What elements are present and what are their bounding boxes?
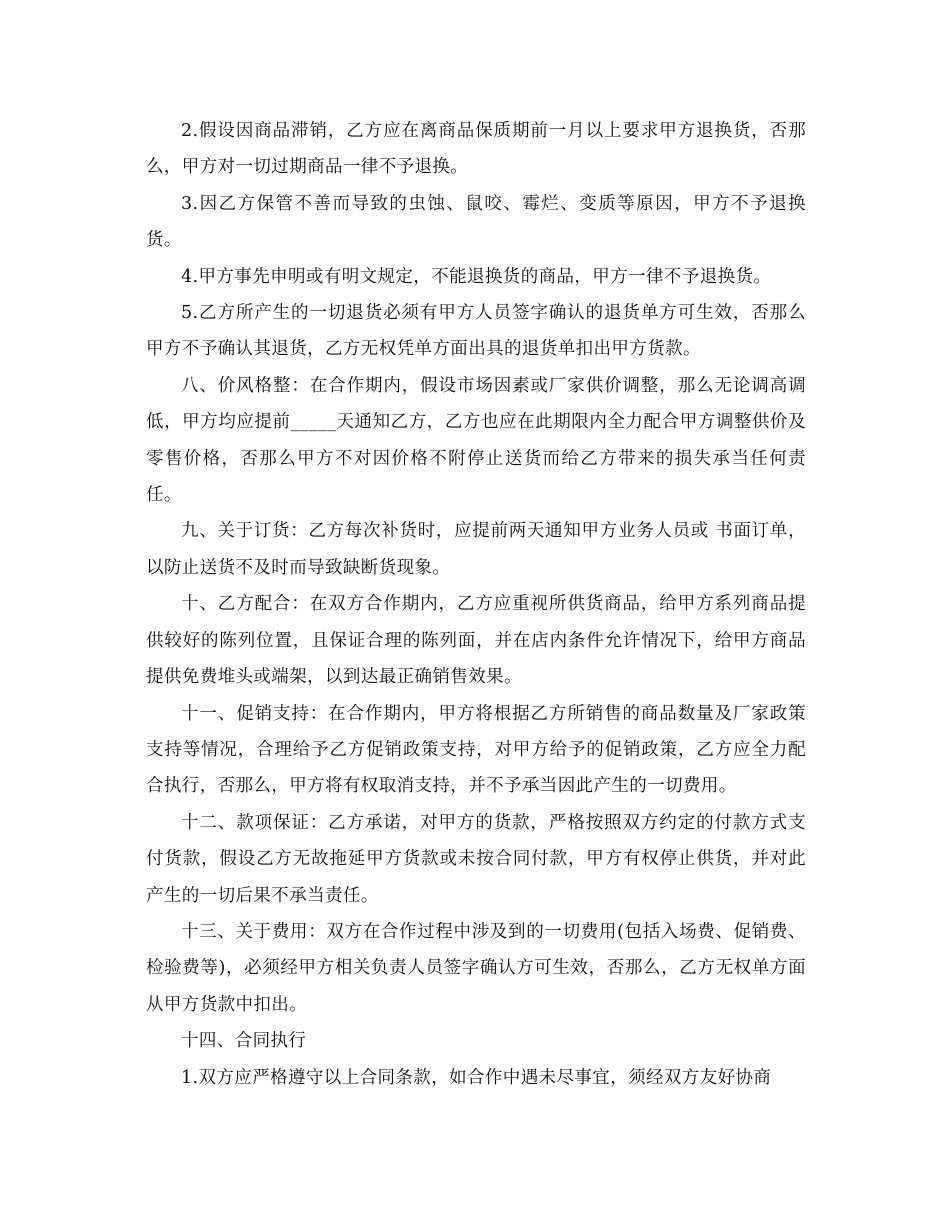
clause-9-ordering: 九、关于订货：乙方每次补货时，应提前两天通知甲方业务人员或 书面订单，以防止送货不及时而导致缺断货现象。 — [146, 521, 806, 578]
document-body — [146, 113, 806, 1096]
clause-return-excluded: 4.甲方事先申明或有明文规定，不能退换货的商品，甲方一律不予退换货。 — [181, 266, 772, 287]
clause-14-item-1: 1.双方应严格遵守以上合同条款，如合作中遇未尽事宜，须经双方友好协商 — [181, 1067, 772, 1088]
clause-12-payment-guarantee: 十二、款项保证：乙方承诺，对甲方的货款，严格按照双方约定的付款方式支付货款，假设乙方无故拖延甲方货款或未按合同付款，甲方有权停止供货，并对此产生的一切后果不承当责任。 — [146, 812, 806, 906]
clause-10-cooperation: 十、乙方配合：在双方合作期内，乙方应重视所供货商品，给甲方系列商品提供较好的陈列位置，且保证合理的陈列面，并在店内条件允许情况下，给甲方商品提供免费堆头或端架，以到达最正确销售效果。 — [146, 594, 806, 688]
clause-13-fees: 十三、关于费用：双方在合作过程中涉及到的一切费用(包括入场费、促销费、检验费等)，必须经甲方相关负责人员签字确认方可生效，否那么，乙方无权单方面从甲方货款中扣出。 — [146, 921, 806, 1015]
clause-return-unsalable: 2.假设因商品滞销，乙方应在离商品保质期前一月以上要求甲方退换货，否那么，甲方对一切过期商品一律不予退换。 — [146, 121, 806, 178]
clause-return-damage: 3.因乙方保管不善而导致的虫蚀、鼠咬、霉烂、变质等原因，甲方不予退换货。 — [146, 193, 806, 251]
clause-8-price-adjustment: 八、价风格整：在合作期内，假设市场因素或厂家供价调整，那么无论调高调低，甲方均应提前_____天通知乙方，乙方也应在此期限内全力配合甲方调整供价及零售价格，否那么甲方不对因价格不附停止送货而给乙方带来的损失承当任何责任。 — [146, 375, 806, 506]
clause-11-promotion-support: 十一、促销支持：在合作期内，甲方将根据乙方所销售的商品数量及厂家政策支持等情况，合理给予乙方促销政策支持，对甲方给予的促销政策，乙方应全力配合执行，否那么，甲方将有权取消支持，并不予承当因此产生的一切费用。 — [146, 703, 806, 797]
clause-return-signature: 5.乙方所产生的一切退货必须有甲方人员签字确认的退货单方可生效，否那么甲方不予确认其退货，乙方无权凭单方面出具的退货单扣出甲方货款。 — [146, 303, 806, 360]
clause-14-heading: 十四、合同执行 — [181, 1031, 307, 1052]
